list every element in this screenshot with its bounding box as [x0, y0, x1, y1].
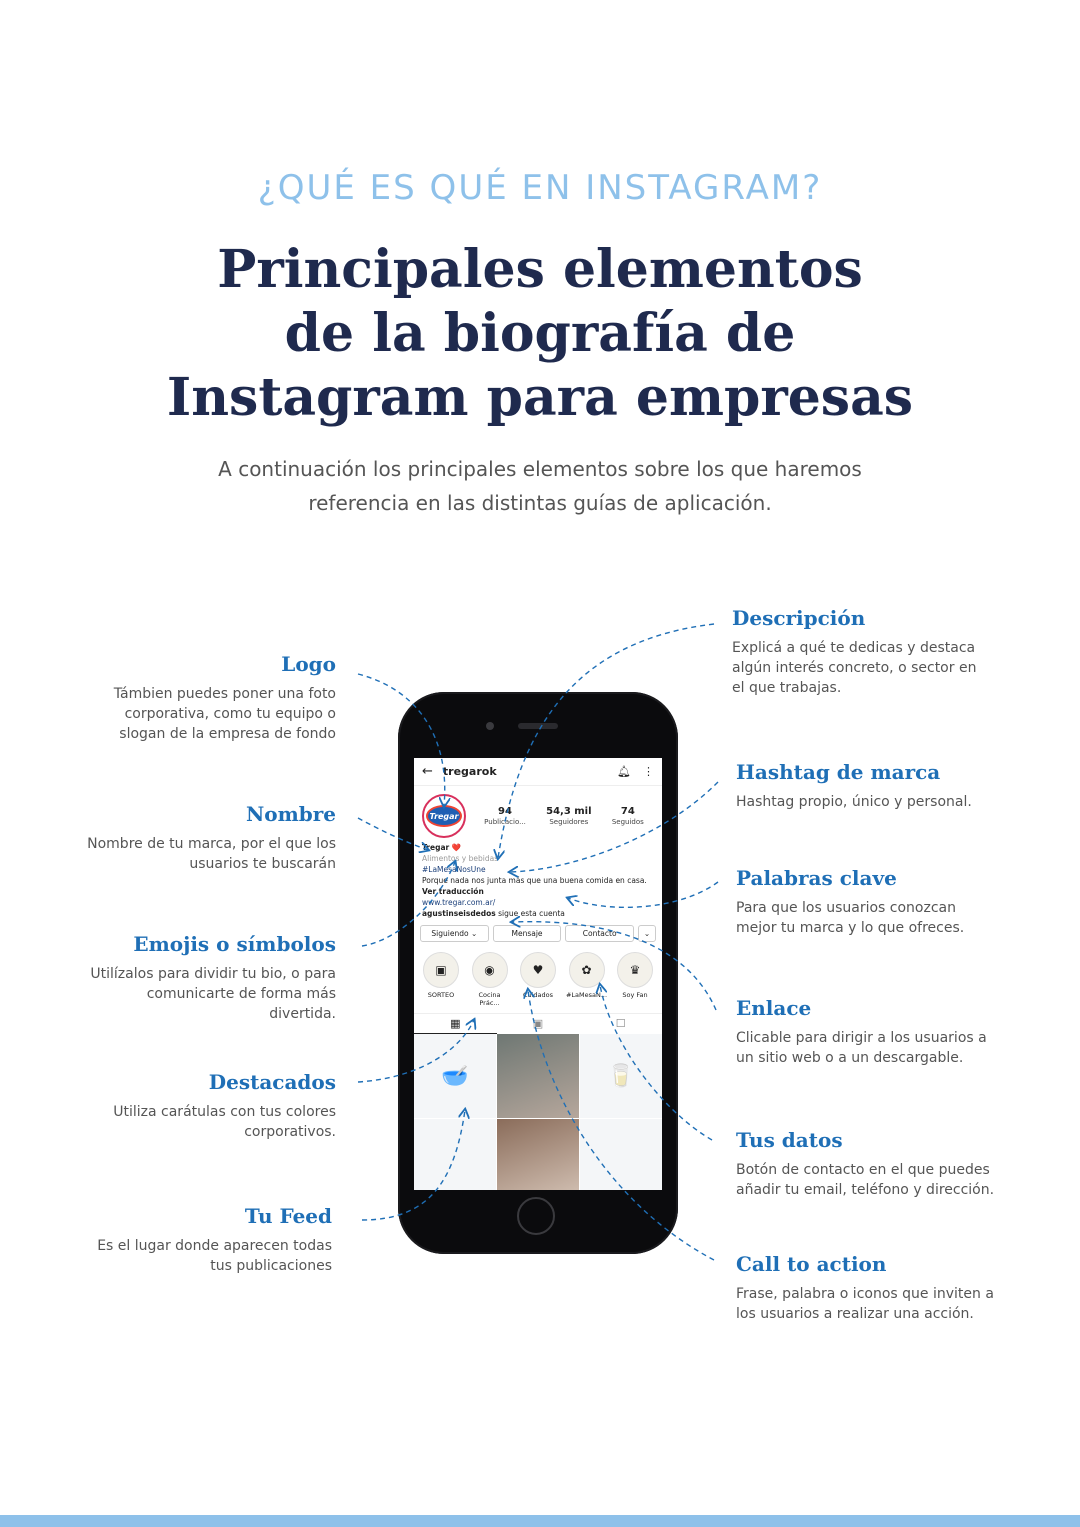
lead-line-1: A continuación los principales elementos sobre los que haremos	[218, 457, 862, 481]
label-palabras	[736, 866, 996, 938]
label-feed-text: Es el lugar donde aparecen todas tus publicaciones	[97, 1238, 332, 1274]
highlight-cover-icon: ♛	[617, 952, 653, 988]
feed-post[interactable]	[497, 1034, 579, 1118]
more-suggestions-button[interactable]: ⌄	[638, 925, 656, 942]
bio-website-link[interactable]: www.tregar.com.ar/	[422, 898, 496, 907]
bio-text: Porque nada nos junta más que una buena comida en casa.	[422, 876, 647, 885]
profile-username: tregarok	[442, 765, 497, 778]
page-title	[0, 238, 1080, 430]
brand-logo: Tregar	[426, 805, 462, 827]
lead-paragraph	[0, 452, 1080, 520]
feed-grid	[414, 1034, 662, 1190]
highlight-item[interactable]	[614, 952, 656, 1007]
instagram-screen	[414, 758, 662, 1190]
highlight-cover-icon: ◉	[472, 952, 508, 988]
profile-tabs	[414, 1013, 662, 1034]
highlight-item[interactable]	[566, 952, 608, 1007]
label-destacados-text: Utiliza carátulas con tus colores corporativos.	[113, 1104, 336, 1140]
stat-followers[interactable]	[546, 806, 591, 827]
bio-followed-user[interactable]: agustinseisdedos	[422, 909, 496, 918]
feed-post[interactable]	[580, 1119, 662, 1190]
bell-icon[interactable]: 🔔︎	[617, 765, 631, 778]
feed-post[interactable]	[414, 1119, 496, 1190]
label-logo	[76, 652, 336, 744]
label-descripcion-title: Descripción	[732, 606, 866, 630]
highlights-row	[414, 946, 662, 1009]
bio-followed-suffix: sigue esta cuenta	[495, 909, 565, 918]
profile-buttons	[414, 921, 662, 946]
label-palabras-text: Para que los usuarios conozcan mejor tu marca y lo que ofreces.	[736, 900, 965, 936]
highlight-item[interactable]	[420, 952, 462, 1007]
label-descripcion-text: Explicá a qué te dedicas y destaca algún interés concreto, o sector en el que trabajas.	[732, 640, 977, 696]
label-enlace-text: Clicable para dirigir a los usuarios a un sitio web o a un descargable.	[736, 1030, 987, 1066]
label-emojis-title: Emojis o símbolos	[133, 932, 336, 956]
highlight-cover-icon: ♥	[520, 952, 556, 988]
label-nombre	[76, 802, 336, 874]
label-nombre-text: Nombre de tu marca, por el que los usuarios te buscarán	[87, 836, 336, 872]
bio-hashtag[interactable]: #LaMesaNosUne	[422, 865, 486, 874]
label-palabras-title: Palabras clave	[736, 866, 897, 890]
stat-posts-value: 94	[498, 805, 512, 817]
title-line-2: de la biografía de	[284, 303, 796, 364]
product-image-icon: 🥣	[441, 1063, 469, 1089]
stat-following-value: 74	[620, 805, 635, 817]
following-button[interactable]: Siguiendo ⌄	[420, 925, 489, 942]
bio-category: Alimentos y bebidas	[422, 854, 499, 863]
title-line-1: Principales elementos	[217, 239, 863, 300]
label-feed	[72, 1204, 332, 1276]
home-button	[517, 1197, 555, 1235]
label-logo-text: Támbien puedes poner una foto corporativa, como tu equipo o slogan de la empresa de fondo	[113, 686, 336, 742]
label-feed-title: Tu Feed	[244, 1204, 332, 1228]
label-emojis	[76, 932, 336, 1024]
bio-name: Tregar ❤️	[422, 843, 462, 852]
label-enlace-title: Enlace	[736, 996, 812, 1020]
phone-mockup	[398, 692, 678, 1254]
label-hashtag-text: Hashtag propio, único y personal.	[736, 794, 972, 810]
kicker: ¿QUÉ ES QUÉ EN INSTAGRAM?	[257, 168, 823, 208]
highlight-item[interactable]	[517, 952, 559, 1007]
speaker-grille	[518, 723, 558, 729]
product-image-icon: 🥛	[607, 1063, 635, 1089]
label-datos-title: Tus datos	[736, 1128, 843, 1152]
label-hashtag	[736, 760, 996, 812]
label-nombre-title: Nombre	[245, 802, 336, 826]
profile-bio	[414, 840, 662, 921]
feed-post[interactable]	[414, 1034, 496, 1118]
label-destacados	[76, 1070, 336, 1142]
highlight-cover-icon: ▣	[423, 952, 459, 988]
profile-stats	[466, 806, 654, 827]
bio-translate-link[interactable]: Ver traducción	[422, 887, 484, 896]
profile-header	[414, 786, 662, 840]
label-logo-title: Logo	[281, 652, 336, 676]
label-hashtag-title: Hashtag de marca	[736, 760, 941, 784]
label-destacados-title: Destacados	[208, 1070, 336, 1094]
stat-following[interactable]	[612, 806, 644, 827]
stat-followers-value: 54,3 mil	[546, 805, 592, 817]
contact-button[interactable]: Contacto	[565, 925, 634, 942]
stat-posts[interactable]	[484, 806, 526, 827]
highlight-item[interactable]	[469, 952, 511, 1007]
tagged-tab-icon[interactable]: ☐	[615, 1017, 626, 1030]
label-enlace	[736, 996, 996, 1068]
highlight-label: SORTEO	[427, 991, 455, 999]
avatar[interactable]	[422, 794, 466, 838]
back-arrow-icon[interactable]: ←	[422, 764, 433, 779]
camera-icon	[486, 722, 494, 730]
message-button[interactable]: Mensaje	[493, 925, 562, 942]
highlight-cover-icon: ✿	[569, 952, 605, 988]
instagram-topbar	[414, 758, 662, 786]
highlight-label: Cuidados	[522, 991, 554, 999]
highlight-label: Soy Fan	[622, 991, 648, 999]
stat-followers-label: Seguidores	[549, 817, 589, 826]
reels-tab-icon[interactable]: ▣	[532, 1017, 544, 1030]
feed-post[interactable]	[580, 1034, 662, 1118]
highlight-label: #LaMesaN...	[565, 991, 608, 999]
grid-tab-icon[interactable]: ▦	[414, 1014, 497, 1034]
feed-post[interactable]	[497, 1119, 579, 1190]
title-line-3: Instagram para empresas	[166, 367, 914, 428]
label-cta	[736, 1252, 996, 1324]
label-cta-title: Call to action	[736, 1252, 887, 1276]
label-emojis-text: Utilízalos para dividir tu bio, o para comunicarte de forma más divertida.	[90, 966, 336, 1022]
lead-line-2: referencia en las distintas guías de aplicación.	[308, 491, 772, 515]
footer-bar	[0, 1515, 1080, 1527]
more-options-icon[interactable]: ⋮	[643, 765, 654, 778]
bio-followed-by	[422, 908, 654, 919]
label-descripcion	[732, 606, 992, 698]
stat-posts-label: Publicacio...	[484, 817, 526, 826]
label-cta-text: Frase, palabra o iconos que inviten a los usuarios a realizar una acción.	[736, 1286, 994, 1322]
stat-following-label: Seguidos	[611, 817, 644, 826]
label-datos	[736, 1128, 996, 1200]
highlight-label: Cocina Prác...	[478, 991, 501, 1007]
label-datos-text: Botón de contacto en el que puedes añadir tu email, teléfono y dirección.	[736, 1162, 995, 1198]
